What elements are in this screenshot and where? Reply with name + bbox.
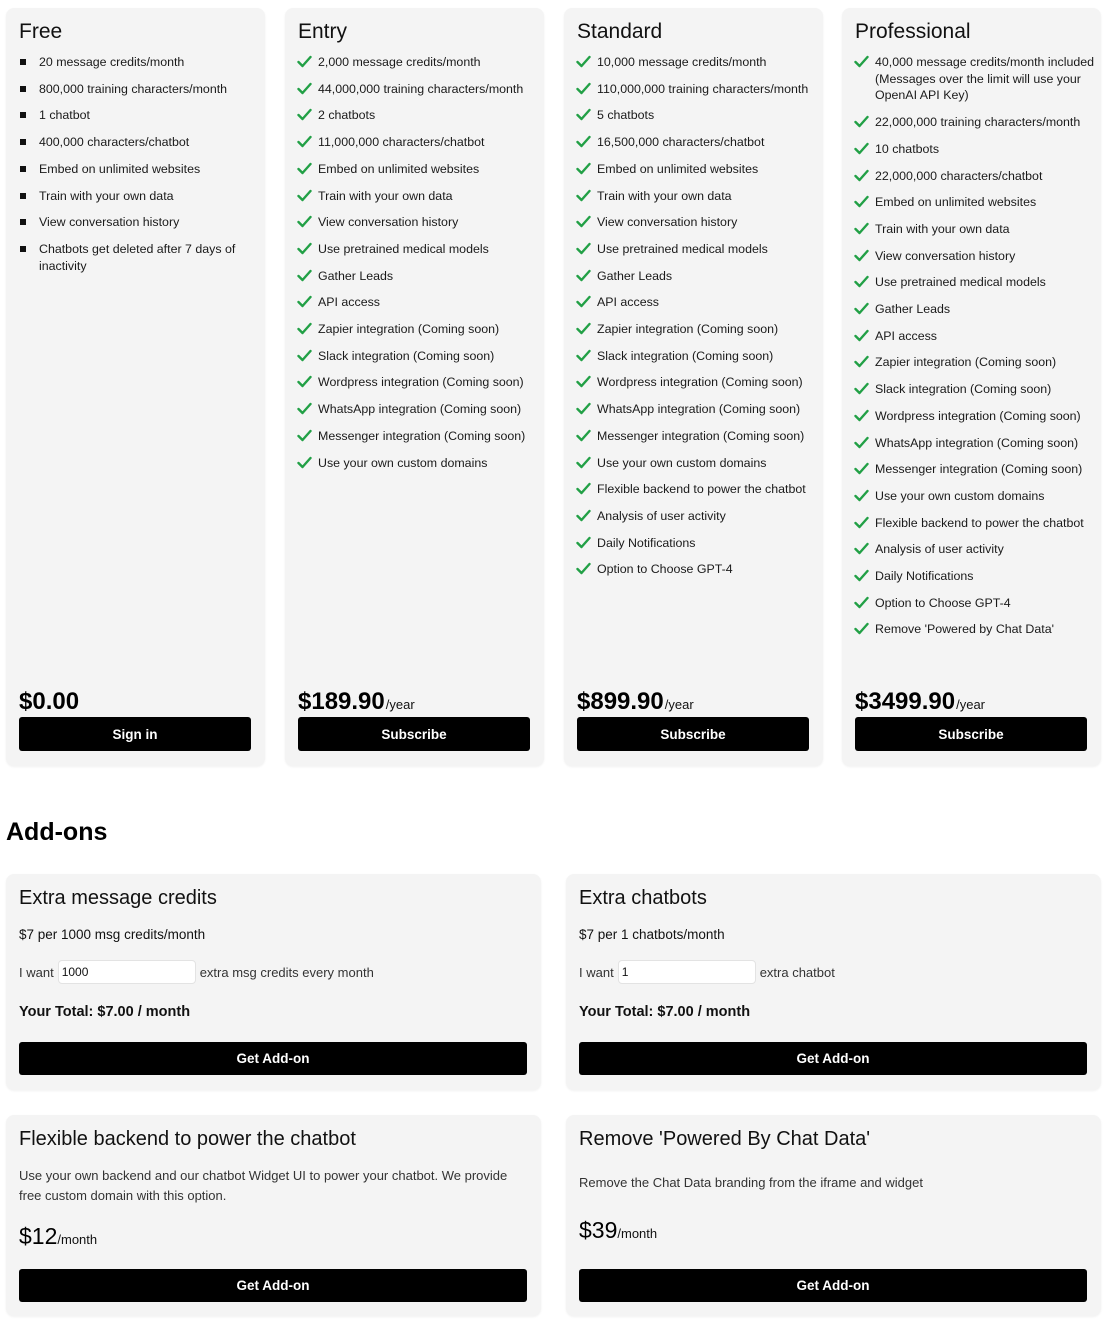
feature-text: 110,000,000 training characters/month: [597, 81, 809, 96]
feature-text: Analysis of user activity: [875, 542, 1004, 557]
bullet-icon: [19, 161, 39, 178]
feature-item: [855, 354, 1095, 371]
feature-text: 40,000 message credits/month included (Messages over the limit will use your OpenAI API Key): [875, 55, 1095, 103]
price-period: /year: [664, 697, 694, 712]
plan-card-entry: [285, 8, 544, 766]
chatbots-input[interactable]: [618, 960, 756, 984]
feature-item: [855, 435, 1095, 452]
price-amount: $189.90: [298, 688, 385, 715]
feature-item: [577, 535, 817, 552]
check-icon: [855, 381, 875, 398]
feature-text: 44,000,000 training characters/month: [318, 81, 524, 96]
check-icon: [855, 168, 875, 185]
feature-item: [577, 107, 817, 124]
bullet-icon: [19, 54, 39, 71]
want-suffix: extra msg credits every month: [199, 964, 374, 980]
feature-item: [855, 595, 1095, 612]
bullet-icon: [19, 188, 39, 205]
addon-rate: $7 per 1 chatbots/month: [579, 927, 725, 942]
feature-item: [19, 54, 259, 71]
feature-item: [298, 241, 538, 258]
check-icon: [855, 435, 875, 452]
feature-text: Zapier integration (Coming soon): [875, 355, 1057, 370]
bullet-icon: [19, 241, 39, 258]
feature-text: Messenger integration (Coming soon): [318, 428, 526, 443]
feature-text: Messenger integration (Coming soon): [597, 428, 805, 443]
feature-text: Flexible backend to power the chatbot: [875, 515, 1084, 530]
bullet-icon: [19, 81, 39, 98]
feature-item: [298, 348, 538, 365]
addon-extra-credits: [6, 874, 541, 1090]
bullet-icon: [19, 107, 39, 124]
plan-card-standard: [564, 8, 823, 766]
check-icon: [855, 354, 875, 371]
feature-text: 22,000,000 training characters/month: [875, 115, 1081, 130]
feature-text: Wordpress integration (Coming soon): [597, 375, 803, 390]
feature-text: Use pretrained medical models: [318, 241, 489, 256]
feature-text: Embed on unlimited websites: [875, 195, 1037, 210]
feature-item: [298, 455, 538, 472]
check-icon: [298, 321, 318, 338]
check-icon: [298, 81, 318, 98]
feature-text: Embed on unlimited websites: [318, 161, 480, 176]
check-icon: [855, 141, 875, 158]
feature-text: Daily Notifications: [597, 535, 696, 550]
addon-total: Your Total: $7.00 / month: [19, 1004, 191, 1020]
feature-item: [298, 188, 538, 205]
feature-item: [19, 134, 259, 151]
check-icon: [577, 214, 597, 231]
check-icon: [298, 348, 318, 365]
feature-item: [577, 508, 817, 525]
check-icon: [855, 515, 875, 532]
feature-item: [298, 54, 538, 71]
feature-item: [19, 81, 259, 98]
feature-item: [577, 348, 817, 365]
feature-list: [855, 54, 1095, 648]
msg-credits-input[interactable]: [58, 960, 196, 984]
plan-name: Entry: [298, 20, 348, 43]
feature-list: [298, 54, 538, 481]
feature-item: [855, 274, 1095, 291]
get-addon-chatbots-button[interactable]: Get Add-on: [579, 1042, 1087, 1075]
get-addon-backend-button[interactable]: Get Add-on: [19, 1269, 527, 1302]
check-icon: [298, 214, 318, 231]
feature-text: Flexible backend to power the chatbot: [597, 482, 806, 497]
feature-item: [577, 321, 817, 338]
feature-item: [298, 107, 538, 124]
addon-title: Remove 'Powered By Chat Data': [579, 1128, 871, 1150]
feature-item: [577, 401, 817, 418]
check-icon: [855, 408, 875, 425]
feature-text: 10 chatbots: [875, 141, 940, 156]
feature-text: View conversation history: [39, 215, 180, 230]
feature-item: [855, 541, 1095, 558]
feature-list: [19, 54, 259, 284]
feature-item: [19, 241, 259, 274]
check-icon: [577, 348, 597, 365]
check-icon: [855, 595, 875, 612]
sign-in-button[interactable]: Sign in: [19, 717, 251, 751]
check-icon: [855, 541, 875, 558]
feature-item: [577, 561, 817, 578]
check-icon: [855, 114, 875, 131]
feature-item: [577, 428, 817, 445]
feature-text: 2,000 message credits/month: [318, 55, 481, 69]
feature-item: [298, 374, 538, 391]
feature-text: Train with your own data: [597, 188, 732, 203]
check-icon: [855, 301, 875, 318]
feature-item: [298, 134, 538, 151]
addon-description: Remove the Chat Data branding from the iframe and widget: [579, 1175, 923, 1190]
check-icon: [855, 488, 875, 505]
feature-item: [298, 428, 538, 445]
pricing-plans: [6, 8, 1102, 766]
check-icon: [577, 401, 597, 418]
feature-text: View conversation history: [875, 248, 1016, 263]
feature-text: 11,000,000 characters/chatbot: [318, 135, 485, 150]
feature-text: 800,000 training characters/month: [39, 81, 228, 96]
addon-title: Extra chatbots: [579, 887, 707, 909]
check-icon: [298, 188, 318, 205]
check-icon: [855, 328, 875, 345]
feature-text: Train with your own data: [875, 221, 1010, 236]
feature-text: 5 chatbots: [597, 108, 655, 123]
check-icon: [577, 321, 597, 338]
feature-item: [577, 134, 817, 151]
feature-text: Wordpress integration (Coming soon): [318, 375, 524, 390]
check-icon: [855, 54, 875, 71]
feature-text: Gather Leads: [318, 268, 394, 283]
check-icon: [298, 294, 318, 311]
feature-item: [855, 621, 1095, 638]
price-amount: $0.00: [19, 688, 80, 715]
feature-item: [577, 481, 817, 498]
check-icon: [298, 107, 318, 124]
check-icon: [577, 188, 597, 205]
addon-quantity-row: [579, 960, 835, 984]
check-icon: [577, 81, 597, 98]
check-icon: [298, 268, 318, 285]
subscribe-standard-button[interactable]: Subscribe: [577, 717, 809, 751]
addon-flexible-backend: [6, 1115, 541, 1316]
feature-text: WhatsApp integration (Coming soon): [318, 402, 522, 417]
addon-title: Extra message credits: [19, 887, 217, 909]
want-prefix: I want: [19, 964, 54, 980]
feature-text: 400,000 characters/chatbot: [39, 135, 190, 150]
feature-text: Zapier integration (Coming soon): [318, 322, 500, 337]
feature-text: 20 message credits/month: [39, 55, 185, 69]
feature-text: 2 chatbots: [318, 108, 376, 123]
feature-item: [855, 194, 1095, 211]
addon-rate: $7 per 1000 msg credits/month: [19, 927, 206, 942]
check-icon: [577, 54, 597, 71]
price-period: /year: [385, 697, 415, 712]
feature-item: [577, 54, 817, 71]
check-icon: [577, 561, 597, 578]
plan-price: [577, 688, 694, 716]
feature-text: Messenger integration (Coming soon): [875, 462, 1083, 477]
feature-text: Remove 'Powered by Chat Data': [875, 622, 1054, 637]
feature-text: Gather Leads: [597, 268, 673, 283]
check-icon: [298, 455, 318, 472]
check-icon: [855, 568, 875, 585]
addons-heading: Add-ons: [6, 818, 108, 846]
feature-text: WhatsApp integration (Coming soon): [875, 435, 1079, 450]
feature-text: Chatbots get deleted after 7 days of inactivity: [39, 241, 236, 273]
plan-card-professional: [842, 8, 1101, 766]
check-icon: [855, 194, 875, 211]
feature-text: Embed on unlimited websites: [39, 161, 201, 176]
feature-item: [855, 141, 1095, 158]
check-icon: [855, 274, 875, 291]
check-icon: [298, 401, 318, 418]
check-icon: [577, 268, 597, 285]
feature-text: Train with your own data: [39, 188, 174, 203]
price-amount: $899.90: [577, 688, 664, 715]
feature-item: [855, 221, 1095, 238]
addon-price: [19, 1223, 97, 1250]
feature-item: [855, 568, 1095, 585]
want-prefix: I want: [579, 964, 614, 980]
addon-quantity-row: [19, 960, 374, 984]
feature-item: [855, 301, 1095, 318]
want-suffix: extra chatbot: [759, 964, 835, 980]
plan-name: Free: [19, 20, 63, 43]
plan-name: Standard: [577, 20, 663, 43]
feature-item: [855, 381, 1095, 398]
feature-item: [855, 328, 1095, 345]
subscribe-entry-button[interactable]: Subscribe: [298, 717, 530, 751]
check-icon: [855, 621, 875, 638]
feature-text: Use pretrained medical models: [875, 275, 1046, 290]
feature-item: [298, 294, 538, 311]
feature-item: [577, 294, 817, 311]
feature-text: WhatsApp integration (Coming soon): [597, 402, 801, 417]
feature-text: API access: [875, 328, 937, 343]
feature-item: [855, 461, 1095, 478]
feature-text: Daily Notifications: [875, 569, 974, 584]
check-icon: [298, 241, 318, 258]
feature-text: Use your own custom domains: [875, 488, 1045, 503]
get-addon-branding-button[interactable]: Get Add-on: [579, 1269, 1087, 1302]
feature-item: [19, 161, 259, 178]
feature-item: [298, 161, 538, 178]
feature-text: Slack integration (Coming soon): [318, 348, 495, 363]
check-icon: [298, 428, 318, 445]
check-icon: [298, 161, 318, 178]
price-amount: $39: [579, 1217, 618, 1243]
check-icon: [577, 294, 597, 311]
check-icon: [298, 134, 318, 151]
price-period: /month: [57, 1232, 98, 1247]
feature-item: [577, 268, 817, 285]
feature-item: [855, 515, 1095, 532]
get-addon-credits-button[interactable]: Get Add-on: [19, 1042, 527, 1075]
check-icon: [855, 248, 875, 265]
addon-total: Your Total: $7.00 / month: [579, 1004, 751, 1020]
check-icon: [577, 134, 597, 151]
check-icon: [577, 241, 597, 258]
plan-name: Professional: [855, 20, 971, 43]
price-amount: $3499.90: [855, 688, 956, 715]
check-icon: [298, 54, 318, 71]
feature-item: [855, 114, 1095, 131]
feature-item: [577, 241, 817, 258]
feature-item: [19, 188, 259, 205]
check-icon: [577, 107, 597, 124]
check-icon: [577, 535, 597, 552]
feature-item: [577, 214, 817, 231]
feature-text: 16,500,000 characters/chatbot: [597, 135, 765, 150]
feature-text: Gather Leads: [875, 302, 951, 317]
feature-item: [577, 374, 817, 391]
check-icon: [577, 161, 597, 178]
price-period: /month: [617, 1226, 658, 1241]
feature-item: [577, 161, 817, 178]
feature-list: [577, 54, 817, 588]
feature-text: Analysis of user activity: [597, 508, 726, 523]
feature-item: [298, 81, 538, 98]
feature-text: 10,000 message credits/month: [597, 55, 767, 69]
feature-item: [298, 268, 538, 285]
feature-item: [298, 321, 538, 338]
feature-text: API access: [318, 295, 380, 310]
price-amount: $12: [19, 1223, 58, 1249]
check-icon: [577, 374, 597, 391]
bullet-icon: [19, 214, 39, 231]
feature-item: [855, 168, 1095, 185]
feature-text: View conversation history: [597, 215, 738, 230]
plan-price: [298, 688, 415, 716]
feature-item: [298, 214, 538, 231]
feature-text: 1 chatbot: [39, 108, 90, 123]
plan-price: [855, 688, 985, 716]
feature-text: Use pretrained medical models: [597, 241, 768, 256]
feature-item: [19, 214, 259, 231]
subscribe-professional-button[interactable]: Subscribe: [855, 717, 1087, 751]
feature-item: [577, 455, 817, 472]
plan-price: [19, 688, 80, 716]
feature-text: Slack integration (Coming soon): [597, 348, 774, 363]
feature-text: Zapier integration (Coming soon): [597, 322, 779, 337]
feature-item: [855, 54, 1095, 104]
feature-text: Use your own custom domains: [597, 455, 767, 470]
check-icon: [855, 221, 875, 238]
feature-text: Use your own custom domains: [318, 455, 488, 470]
check-icon: [577, 455, 597, 472]
feature-item: [577, 81, 817, 98]
check-icon: [577, 508, 597, 525]
feature-item: [855, 248, 1095, 265]
feature-text: View conversation history: [318, 215, 459, 230]
feature-text: Embed on unlimited websites: [597, 161, 759, 176]
feature-text: API access: [597, 295, 659, 310]
check-icon: [577, 428, 597, 445]
feature-text: Wordpress integration (Coming soon): [875, 408, 1081, 423]
addon-title: Flexible backend to power the chatbot: [19, 1128, 356, 1150]
feature-item: [298, 401, 538, 418]
check-icon: [298, 374, 318, 391]
bullet-icon: [19, 134, 39, 151]
addon-remove-branding: [566, 1115, 1101, 1316]
feature-text: Train with your own data: [318, 188, 453, 203]
addon-price: [579, 1217, 657, 1244]
feature-item: [855, 488, 1095, 505]
feature-item: [19, 107, 259, 124]
feature-text: 22,000,000 characters/chatbot: [875, 168, 1043, 183]
feature-text: Option to Choose GPT-4: [597, 562, 733, 577]
price-period: /year: [956, 697, 986, 712]
addon-description: Use your own backend and our chatbot Widget UI to power your chatbot. We provide free custom domain with this option.: [19, 1168, 508, 1203]
check-icon: [855, 461, 875, 478]
feature-item: [855, 408, 1095, 425]
feature-item: [577, 188, 817, 205]
addon-extra-chatbots: [566, 874, 1101, 1090]
plan-card-free: [6, 8, 265, 766]
feature-text: Slack integration (Coming soon): [875, 382, 1052, 397]
feature-text: Option to Choose GPT-4: [875, 595, 1011, 610]
check-icon: [577, 481, 597, 498]
